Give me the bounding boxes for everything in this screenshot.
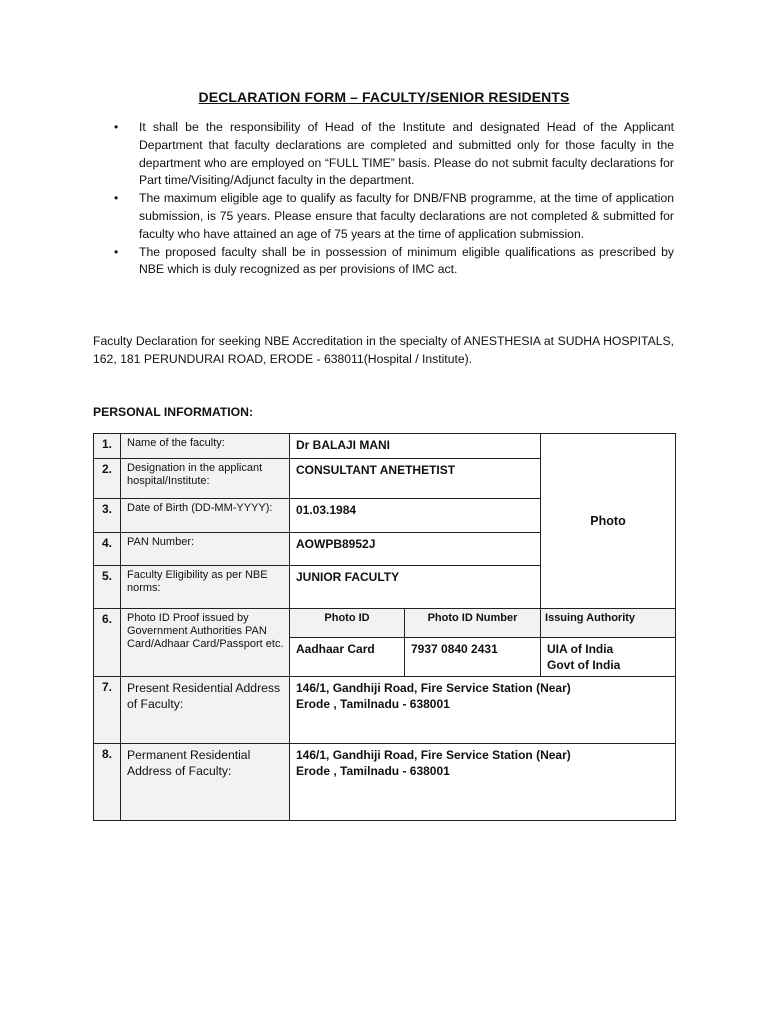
table-row	[94, 744, 676, 821]
row-number: 1.	[94, 434, 121, 459]
row-label: Name of the faculty:	[121, 434, 290, 459]
row-label: Photo ID Proof issued by Government Authorities PAN Card/Adhaar Card/Passport etc.	[121, 609, 290, 677]
photo-id-number-header: Photo ID Number	[405, 609, 541, 638]
row-number: 2.	[94, 459, 121, 499]
row-number: 8.	[94, 744, 121, 821]
bullet-icon: •	[114, 244, 119, 259]
address-line: 146/1, Gandhiji Road, Fire Service Station (Near)	[296, 681, 571, 695]
issuing-authority-header: Issuing Authority	[541, 609, 676, 638]
faculty-name-value: Dr BALAJI MANI	[290, 434, 541, 459]
instruction-text: It shall be the responsibility of Head of the Institute and designated Head of the Applicant Department that faculty declarations are completed and submitted only for those faculty in the department who are employed on “FULL TIME” basis. Please do not submit faculty declarations for Part time/Visiting/Adjunct faculty in the department.	[139, 120, 674, 188]
row-number: 4.	[94, 533, 121, 566]
address-line: Erode , Tamilnadu - 638001	[296, 764, 450, 778]
permanent-address-value	[290, 744, 676, 821]
row-number: 7.	[94, 677, 121, 744]
issuing-authority-value	[541, 638, 676, 677]
personal-information-table	[93, 433, 676, 821]
issuing-authority-line: Govt of India	[547, 658, 621, 672]
row-number: 6.	[94, 609, 121, 677]
designation-value: CONSULTANT ANETHETIST	[290, 459, 541, 499]
instruction-item	[114, 119, 674, 190]
row-label: Faculty Eligibility as per NBE norms:	[121, 566, 290, 609]
present-address-value	[290, 677, 676, 744]
row-number: 5.	[94, 566, 121, 609]
date-of-birth-value: 01.03.1984	[290, 499, 541, 533]
form-title: DECLARATION FORM – FACULTY/SENIOR RESIDENTS	[198, 89, 570, 105]
address-line: 146/1, Gandhiji Road, Fire Service Station (Near)	[296, 748, 571, 762]
row-label: Permanent Residential Address of Faculty:	[121, 744, 290, 821]
instruction-text: The maximum eligible age to qualify as faculty for DNB/FNB programme, at the time of application submission, is 75 years. Please ensure that faculty declarations are not completed & submitted for faculty who have attained an age of 75 years at the time of application submission.	[139, 191, 674, 241]
address-line: Erode , Tamilnadu - 638001	[296, 697, 450, 711]
photo-id-header: Photo ID	[290, 609, 405, 638]
declaration-intro: Faculty Declaration for seeking NBE Accreditation in the specialty of ANESTHESIA at SUDHA HOSPITALS, 162, 181 PERUNDURAI ROAD, ERODE - 638011(Hospital / Institute).	[93, 334, 674, 366]
instruction-list	[114, 119, 674, 279]
personal-information-heading: PERSONAL INFORMATION:	[93, 405, 254, 419]
row-number: 3.	[94, 499, 121, 533]
photo-placeholder: Photo	[541, 434, 676, 609]
issuing-authority-line: UIA of India	[547, 642, 614, 656]
pan-number-value: AOWPB8952J	[290, 533, 541, 566]
instruction-item	[114, 190, 674, 243]
bullet-icon: •	[114, 120, 119, 134]
table-row	[94, 677, 676, 744]
instruction-item	[114, 244, 674, 280]
table-row	[94, 434, 676, 459]
faculty-eligibility-value: JUNIOR FACULTY	[290, 566, 541, 609]
table-row	[94, 609, 676, 638]
photo-id-number-value: 7937 0840 2431	[405, 638, 541, 677]
row-label: Designation in the applicant hospital/Institute:	[121, 459, 290, 499]
photo-id-type-value: Aadhaar Card	[290, 638, 405, 677]
instruction-text: The proposed faculty shall be in possession of minimum eligible qualifications as prescribed by NBE which is duly recognized as per provisions of IMC act.	[139, 244, 674, 277]
bullet-icon: •	[114, 191, 119, 206]
row-label: Date of Birth (DD-MM-YYYY):	[121, 499, 290, 533]
row-label: PAN Number:	[121, 533, 290, 566]
row-label: Present Residential Address of Faculty:	[121, 677, 290, 744]
